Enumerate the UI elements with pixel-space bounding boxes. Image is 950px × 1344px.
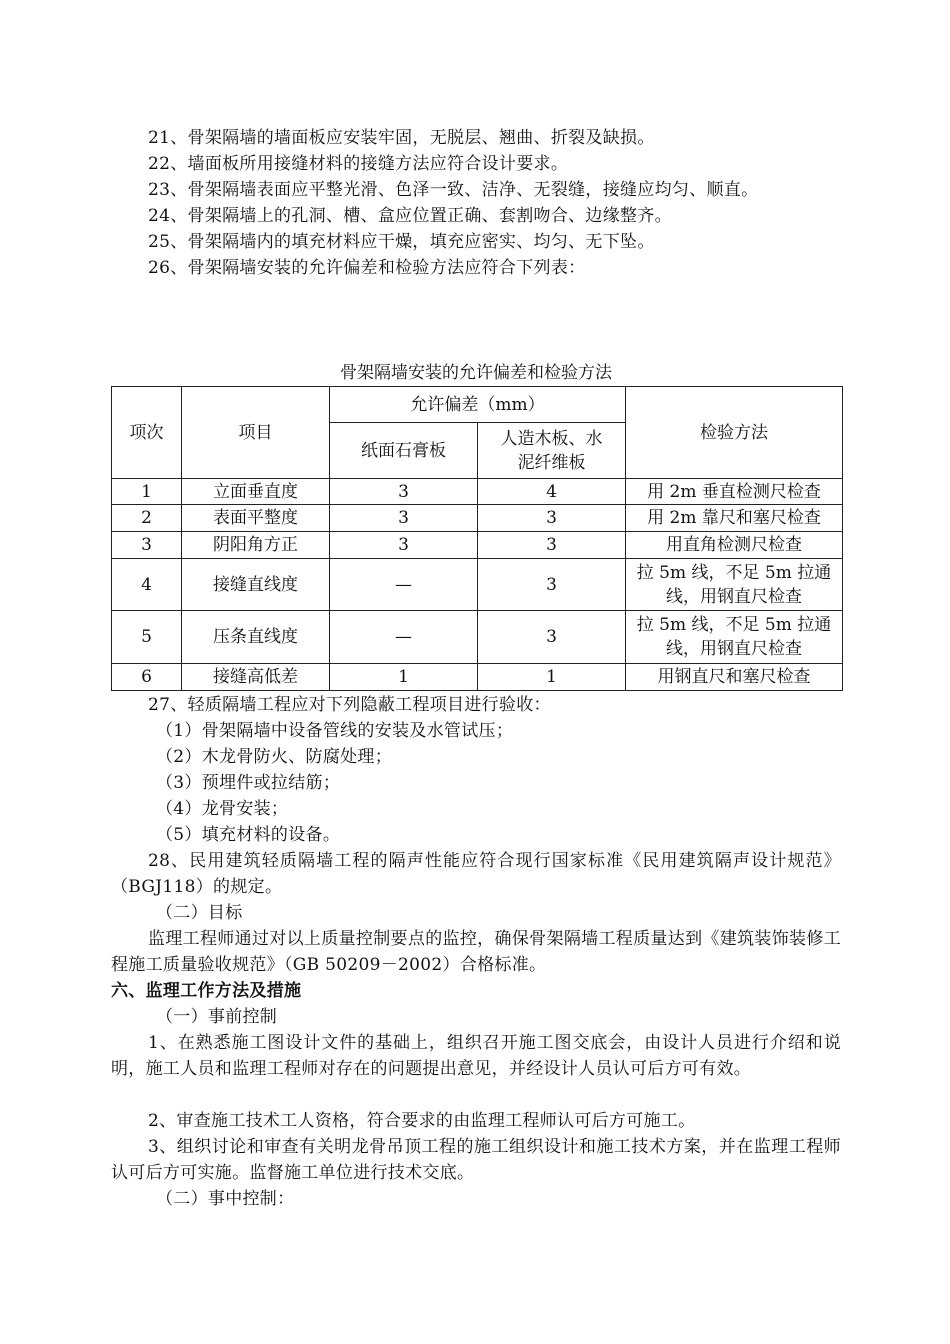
goal-heading: （二）目标	[156, 903, 243, 923]
row-item: 阴阳角方正	[182, 532, 330, 559]
row-no: 6	[112, 664, 182, 691]
item-24: 24、骨架隔墙上的孔洞、槽、盒应位置正确、套割吻合、边缘整齐。	[148, 206, 672, 226]
item-23: 23、骨架隔墙表面应平整光滑、色泽一致、洁净、无裂缝，接缝应均匀、顺直。	[148, 180, 759, 200]
row-method: 用 2m 靠尺和塞尺检查	[626, 505, 843, 532]
row-method: 拉 5m 线，不足 5m 拉通线，用钢直尺检查	[626, 611, 843, 664]
row-no: 4	[112, 559, 182, 611]
header-gypsum: 纸面石膏板	[330, 423, 478, 479]
row-no: 5	[112, 611, 182, 664]
row-wood: 3	[478, 532, 626, 559]
row-gypsum: 1	[330, 664, 478, 691]
row-gypsum: 3	[330, 479, 478, 505]
table-row	[112, 532, 843, 559]
row-item: 接缝高低差	[182, 664, 330, 691]
header-no: 项次	[112, 387, 182, 479]
row-method: 用 2m 垂直检测尺检查	[626, 479, 843, 505]
item-22: 22、墙面板所用接缝材料的接缝方法应符合设计要求。	[148, 154, 569, 174]
section-6-title: 六、监理工作方法及措施	[111, 981, 302, 1001]
goal-text: 监理工程师通过对以上质量控制要点的监控，确保骨架隔墙工程质量达到《建筑装饰装修工程施工质量验收规范》（GB 50209－2002）合格标准。	[111, 929, 841, 975]
item-27-sub: （5）填充材料的设备。	[156, 825, 341, 845]
row-wood: 3	[478, 559, 626, 611]
header-method: 检验方法	[626, 387, 843, 479]
row-wood: 3	[478, 611, 626, 664]
row-item: 接缝直线度	[182, 559, 330, 611]
item-27-sub: （2）木龙骨防火、防腐处理；	[156, 747, 393, 767]
table-caption: 骨架隔墙安装的允许偏差和检验方法	[340, 363, 612, 383]
tolerance-table	[111, 386, 843, 691]
row-wood: 1	[478, 664, 626, 691]
pre-item-3: 3、组织讨论和审查有关明龙骨吊顶工程的施工组织设计和施工技术方案，并在监理工程师认可后方可实施。监督施工单位进行技术交底。	[111, 1137, 841, 1183]
pre-control-heading: （一）事前控制	[156, 1007, 278, 1027]
row-no: 1	[112, 479, 182, 505]
item-21: 21、骨架隔墙的墙面板应安装牢固，无脱层、翘曲、折裂及缺损。	[148, 128, 655, 148]
row-gypsum: —	[330, 559, 478, 611]
row-method: 拉 5m 线，不足 5m 拉通线，用钢直尺检查	[626, 559, 843, 611]
row-gypsum: —	[330, 611, 478, 664]
mid-control-heading: （二）事中控制：	[156, 1189, 295, 1209]
row-gypsum: 3	[330, 505, 478, 532]
row-wood: 3	[478, 505, 626, 532]
row-no: 2	[112, 505, 182, 532]
row-no: 3	[112, 532, 182, 559]
table-row	[112, 479, 843, 505]
header-item: 项目	[182, 387, 330, 479]
pre-item-2: 2、审查施工技术工人资格，符合要求的由监理工程师认可后方可施工。	[148, 1111, 696, 1131]
item-27-sub: （1）骨架隔墙中设备管线的安装及水管试压；	[156, 721, 514, 741]
row-item: 表面平整度	[182, 505, 330, 532]
row-method: 用钢直尺和塞尺检查	[626, 664, 843, 691]
table-header-row	[112, 387, 843, 423]
pre-item-1: 1、在熟悉施工图设计文件的基础上，组织召开施工图交底会，由设计人员进行介绍和说明，施工人员和监理工程师对存在的问题提出意见，并经设计人员认可后方可有效。	[111, 1033, 841, 1079]
header-tolerance: 允许偏差（mm）	[330, 387, 626, 423]
item-25: 25、骨架隔墙内的填充材料应干燥，填充应密实、均匀、无下坠。	[148, 232, 655, 252]
row-item: 压条直线度	[182, 611, 330, 664]
item-28: 28、民用建筑轻质隔墙工程的隔声性能应符合现行国家标准《民用建筑隔声设计规范》（BGJ118）的规定。	[111, 851, 841, 897]
table-row	[112, 505, 843, 532]
row-item: 立面垂直度	[182, 479, 330, 505]
table-row	[112, 559, 843, 611]
row-wood: 4	[478, 479, 626, 505]
item-27-sub: （3）预埋件或拉结筋；	[156, 773, 341, 793]
row-gypsum: 3	[330, 532, 478, 559]
item-27-sub: （4）龙骨安装；	[156, 799, 289, 819]
item-26: 26、骨架隔墙安装的允许偏差和检验方法应符合下列表：	[148, 258, 586, 278]
item-27-title: 27、轻质隔墙工程应对下列隐蔽工程项目进行验收：	[148, 695, 551, 715]
row-method: 用直角检测尺检查	[626, 532, 843, 559]
table-row	[112, 664, 843, 691]
header-wood: 人造木板、水泥纤维板	[478, 423, 626, 479]
table-row	[112, 611, 843, 664]
